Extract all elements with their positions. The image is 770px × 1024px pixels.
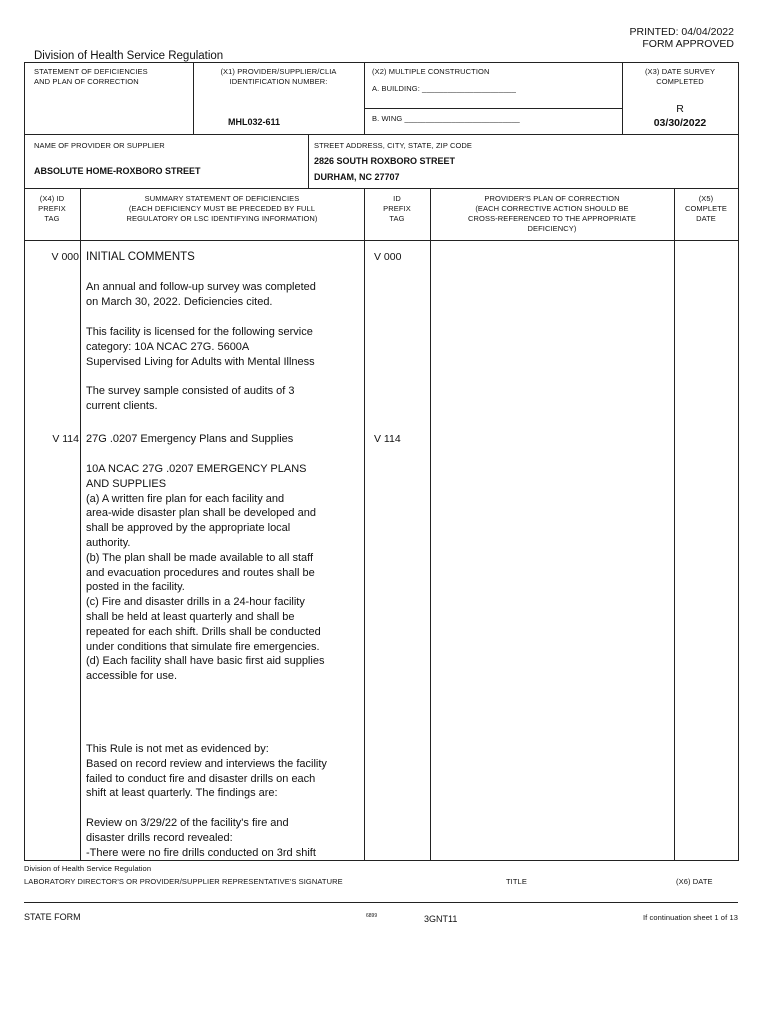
row-title-emergency-plans: 27G .0207 Emergency Plans and Supplies — [86, 433, 294, 445]
header-top-rule — [24, 62, 738, 63]
continuation-sheet: If continuation sheet 1 of 13 — [642, 913, 738, 922]
plan-header: PROVIDER'S PLAN OF CORRECTION (EACH CORRECTIVE ACTION SHOULD BE CROSS-REFERENCED TO THE APPROPRIATE DEFICIENCY) — [468, 194, 636, 233]
paragraph: Review on 3/29/22 of the facility's fire and disaster drills record revealed: -There were no fire drills conducted on 3rd shift — [86, 817, 316, 859]
x1-value: MHL032-611 — [227, 117, 281, 127]
building-wing-rule — [364, 108, 622, 109]
state-form-label: STATE FORM — [24, 912, 81, 922]
provider-name-label: NAME OF PROVIDER OR SUPPLIER — [34, 141, 165, 150]
address-line1: 2826 SOUTH ROXBORO STREET — [314, 156, 456, 166]
row-tag-v114: V 114 — [52, 433, 79, 445]
building-label: A. BUILDING: ______________________ — [372, 84, 517, 93]
x2-label: (X2) MULTIPLE CONSTRUCTION — [372, 67, 490, 76]
header-bottom-rule — [24, 188, 738, 189]
summary-column-divider — [364, 188, 365, 860]
footer-division: Division of Health Service Regulation — [24, 864, 152, 873]
x3-date: 03/30/2022 — [653, 117, 707, 129]
paragraph: This Rule is not met as evidenced by: Based on record review and interviews the facility failed to conduct fire and disaster drills on each shift at least quarterly. The findings are: — [86, 743, 327, 800]
summary-header: SUMMARY STATEMENT OF DEFICIENCIES (EACH DEFICIENCY MUST BE PRECEDED BY FULL REGULATORY OR LSC IDENTIFYING INFORMATION) — [126, 194, 318, 223]
x1-label: (X1) PROVIDER/SUPPLIER/CLIA IDENTIFICATION NUMBER: — [220, 67, 337, 86]
printed-date: PRINTED: 04/04/2022 — [629, 26, 734, 38]
id-tag-v114: V 114 — [374, 433, 401, 445]
x5-header: (X5) COMPLETE DATE — [684, 194, 728, 223]
id-tag-v000: V 000 — [374, 251, 402, 263]
right-border — [738, 62, 739, 861]
footer-code-small: 6899 — [366, 913, 378, 919]
form-code: 3GNT11 — [424, 914, 458, 924]
paragraph: 10A NCAC 27G .0207 EMERGENCY PLANS AND SUPPLIES (a) A written fire plan for each facility and area-wide disaster plan shall be developed and shall be approved by the appropriate local authority. (b) The plan shall be made available to all staff and evacuation procedures and routes shall be posted in the facility. (c) Fire and disaster drills in a 24-hour facility shall be held at least quarterly and shall be repeated for each shift. Drills shall be conducted under conditions that simulate fire emergencies. (d) Each facility shall have basic first aid supplies accessible for use. — [86, 463, 325, 683]
paragraph: This facility is licensed for the following service category: 10A NCAC 27G. 5600A Supervised Living for Adults with Mental Illness — [86, 326, 315, 368]
form-approved: FORM APPROVED — [642, 38, 734, 50]
paragraph: The survey sample consisted of audits of 3 current clients. — [86, 385, 295, 412]
address-line2: DURHAM, NC 27707 — [314, 172, 400, 182]
column-header-rule — [24, 240, 738, 241]
x3-label: (X3) DATE SURVEY COMPLETED — [644, 67, 716, 86]
paragraph: An annual and follow-up survey was completed on March 30, 2022. Deficiencies cited. — [86, 281, 316, 308]
plan-column-divider — [674, 188, 675, 860]
row-tag-v000: V 000 — [51, 251, 79, 263]
header-mid-rule — [24, 134, 738, 135]
statement-label: STATEMENT OF DEFICIENCIES AND PLAN OF CORRECTION — [34, 67, 148, 86]
title-label: TITLE — [506, 877, 527, 886]
row-title-initial-comments: INITIAL COMMENTS — [86, 251, 195, 263]
x4-header: (X4) ID PREFIX TAG — [38, 194, 66, 223]
signature-rule — [24, 902, 738, 903]
x2-divider — [364, 62, 365, 134]
x3-r: R — [676, 103, 684, 115]
id-column-divider — [430, 188, 431, 860]
provider-name: ABSOLUTE HOME-ROXBORO STREET — [34, 166, 201, 176]
left-border — [24, 62, 25, 861]
signature-label: LABORATORY DIRECTOR'S OR PROVIDER/SUPPLIER REPRESENTATIVE'S SIGNATURE — [24, 877, 343, 886]
address-label: STREET ADDRESS, CITY, STATE, ZIP CODE — [314, 141, 473, 150]
address-divider — [308, 134, 309, 188]
x6-date-label: (X6) DATE — [676, 877, 713, 886]
x4-column-divider — [80, 188, 81, 860]
division-title: Division of Health Service Regulation — [34, 50, 224, 62]
wing-label: B. WING ___________________________ — [372, 114, 520, 123]
id-header: ID PREFIX TAG — [383, 194, 411, 223]
